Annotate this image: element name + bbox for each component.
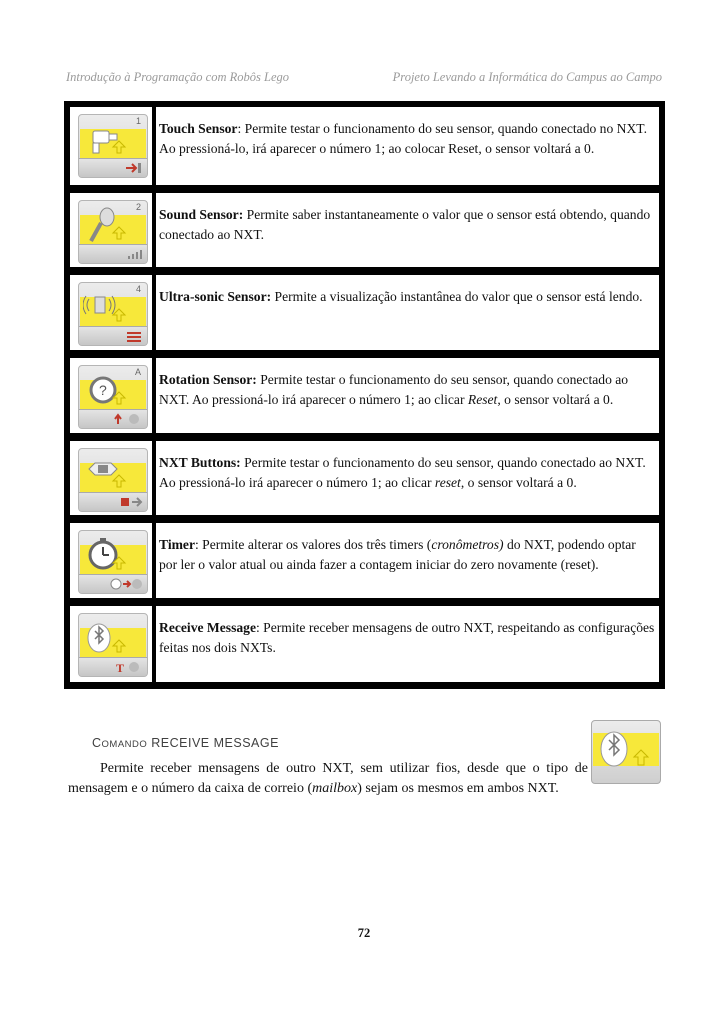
- nxt-buttons-icon: [78, 448, 148, 512]
- section-heading-smallcaps: OMANDO: [101, 739, 148, 750]
- section-heading-rest: RECEIVE MESSAGE: [147, 736, 279, 750]
- icon-cell: [70, 275, 152, 350]
- sensor-title: Ultra-sonic Sensor:: [159, 289, 272, 304]
- sensor-title: Receive Message: [159, 620, 256, 635]
- sound-sensor-icon: [78, 200, 148, 264]
- sensor-description: Permite a visualização instantânea do valor que o sensor está lendo.: [271, 289, 643, 304]
- port-label: 1: [135, 116, 141, 126]
- table-row: [68, 105, 661, 187]
- sensor-description: : Permite receber mensagens de outro NXT, respeitando as configurações feitas nos dois NXTs.: [159, 620, 655, 655]
- sensor-description-emph: reset: [434, 474, 461, 490]
- sensor-description-a: Permite testar o funcionamento do seu sensor, quando conectado ao NXT. Ao pressioná-lo irá aparecer o número 1; ao clicar: [159, 372, 629, 407]
- ultrasonic-sensor-icon: [78, 282, 148, 346]
- description-cell: [156, 358, 659, 433]
- description-cell: [156, 193, 659, 267]
- section-body-emph: mailbox: [312, 781, 358, 796]
- sensor-description: Permite saber instantaneamente o valor que o sensor está obtendo, quando conectado ao NXT.: [159, 207, 651, 242]
- sensor-title: Touch Sensor: [159, 121, 238, 136]
- touch-sensor-icon: [78, 114, 148, 178]
- sensor-title: Rotation Sensor:: [159, 372, 257, 387]
- sensor-description-a: Permite testar o funcionamento do seu sensor, quando conectado ao NXT. Ao pressioná-lo irá aparecer o número 1; ao clicar: [159, 455, 646, 490]
- description-cell: [156, 441, 659, 515]
- table-row: [68, 191, 661, 269]
- table-row: [68, 439, 661, 517]
- section-heading-initial: C: [92, 736, 102, 750]
- receive-message-icon: [591, 720, 661, 784]
- receive-message-icon: [78, 613, 148, 677]
- sensor-description-emph: cronômetros): [431, 537, 504, 552]
- header-left-title: Introdução à Programação com Robôs Lego: [66, 70, 290, 84]
- timer-icon: [78, 530, 148, 594]
- port-label: 4: [135, 284, 141, 294]
- section-body-a: Permite receber mensagens de outro NXT, sem utilizar fios, desde que o tipo de mensagem e o número da caixa de correio (: [68, 761, 588, 796]
- table-row: [68, 521, 661, 600]
- description-cell: [156, 523, 659, 598]
- port-label: 2: [135, 202, 141, 212]
- table-row: [68, 356, 661, 435]
- sensor-title: Timer: [159, 537, 195, 552]
- sensor-table: [64, 101, 665, 689]
- section-heading: [92, 736, 279, 750]
- rotation-sensor-icon: [78, 365, 148, 429]
- icon-cell: [70, 358, 152, 433]
- table-row: [68, 604, 661, 684]
- icon-cell: [70, 441, 152, 515]
- icon-cell: [70, 107, 152, 185]
- port-label: A: [134, 367, 141, 377]
- icon-cell: [70, 193, 152, 267]
- sensor-title: Sound Sensor:: [159, 207, 244, 222]
- sensor-title: NXT Buttons:: [159, 455, 241, 470]
- sensor-description-b: do NXT, podendo optar por ler o valor atual ou ainda fazer a contagem iniciar do zero novamente (reset).: [159, 537, 636, 572]
- page-number: 72: [357, 926, 371, 940]
- sensor-description: : Permite testar o funcionamento do seu sensor, quando conectado no NXT. Ao pressioná-lo, irá aparecer o número 1; ao colocar Reset, o sensor voltará a 0.: [159, 121, 648, 156]
- description-cell: [156, 107, 659, 185]
- icon-cell: [70, 606, 152, 682]
- description-cell: [156, 275, 659, 350]
- description-cell: [156, 606, 659, 682]
- svg-text:T: T: [116, 661, 125, 674]
- sensor-description-emph: Reset: [467, 391, 498, 407]
- sensor-description-a: : Permite alterar os valores dos três timers (: [195, 537, 432, 552]
- section-body-b: ) sejam os mesmos em ambos NXT.: [357, 781, 559, 796]
- header-right-title: Projeto Levando a Informática do Campus ao Campo: [392, 70, 662, 84]
- section-body: [68, 759, 588, 799]
- sensor-description-b: , o sensor voltará a 0.: [497, 391, 614, 407]
- svg-text:?: ?: [99, 382, 107, 398]
- icon-cell: [70, 523, 152, 598]
- sensor-description-b: , o sensor voltará a 0.: [460, 474, 577, 490]
- table-row: [68, 273, 661, 352]
